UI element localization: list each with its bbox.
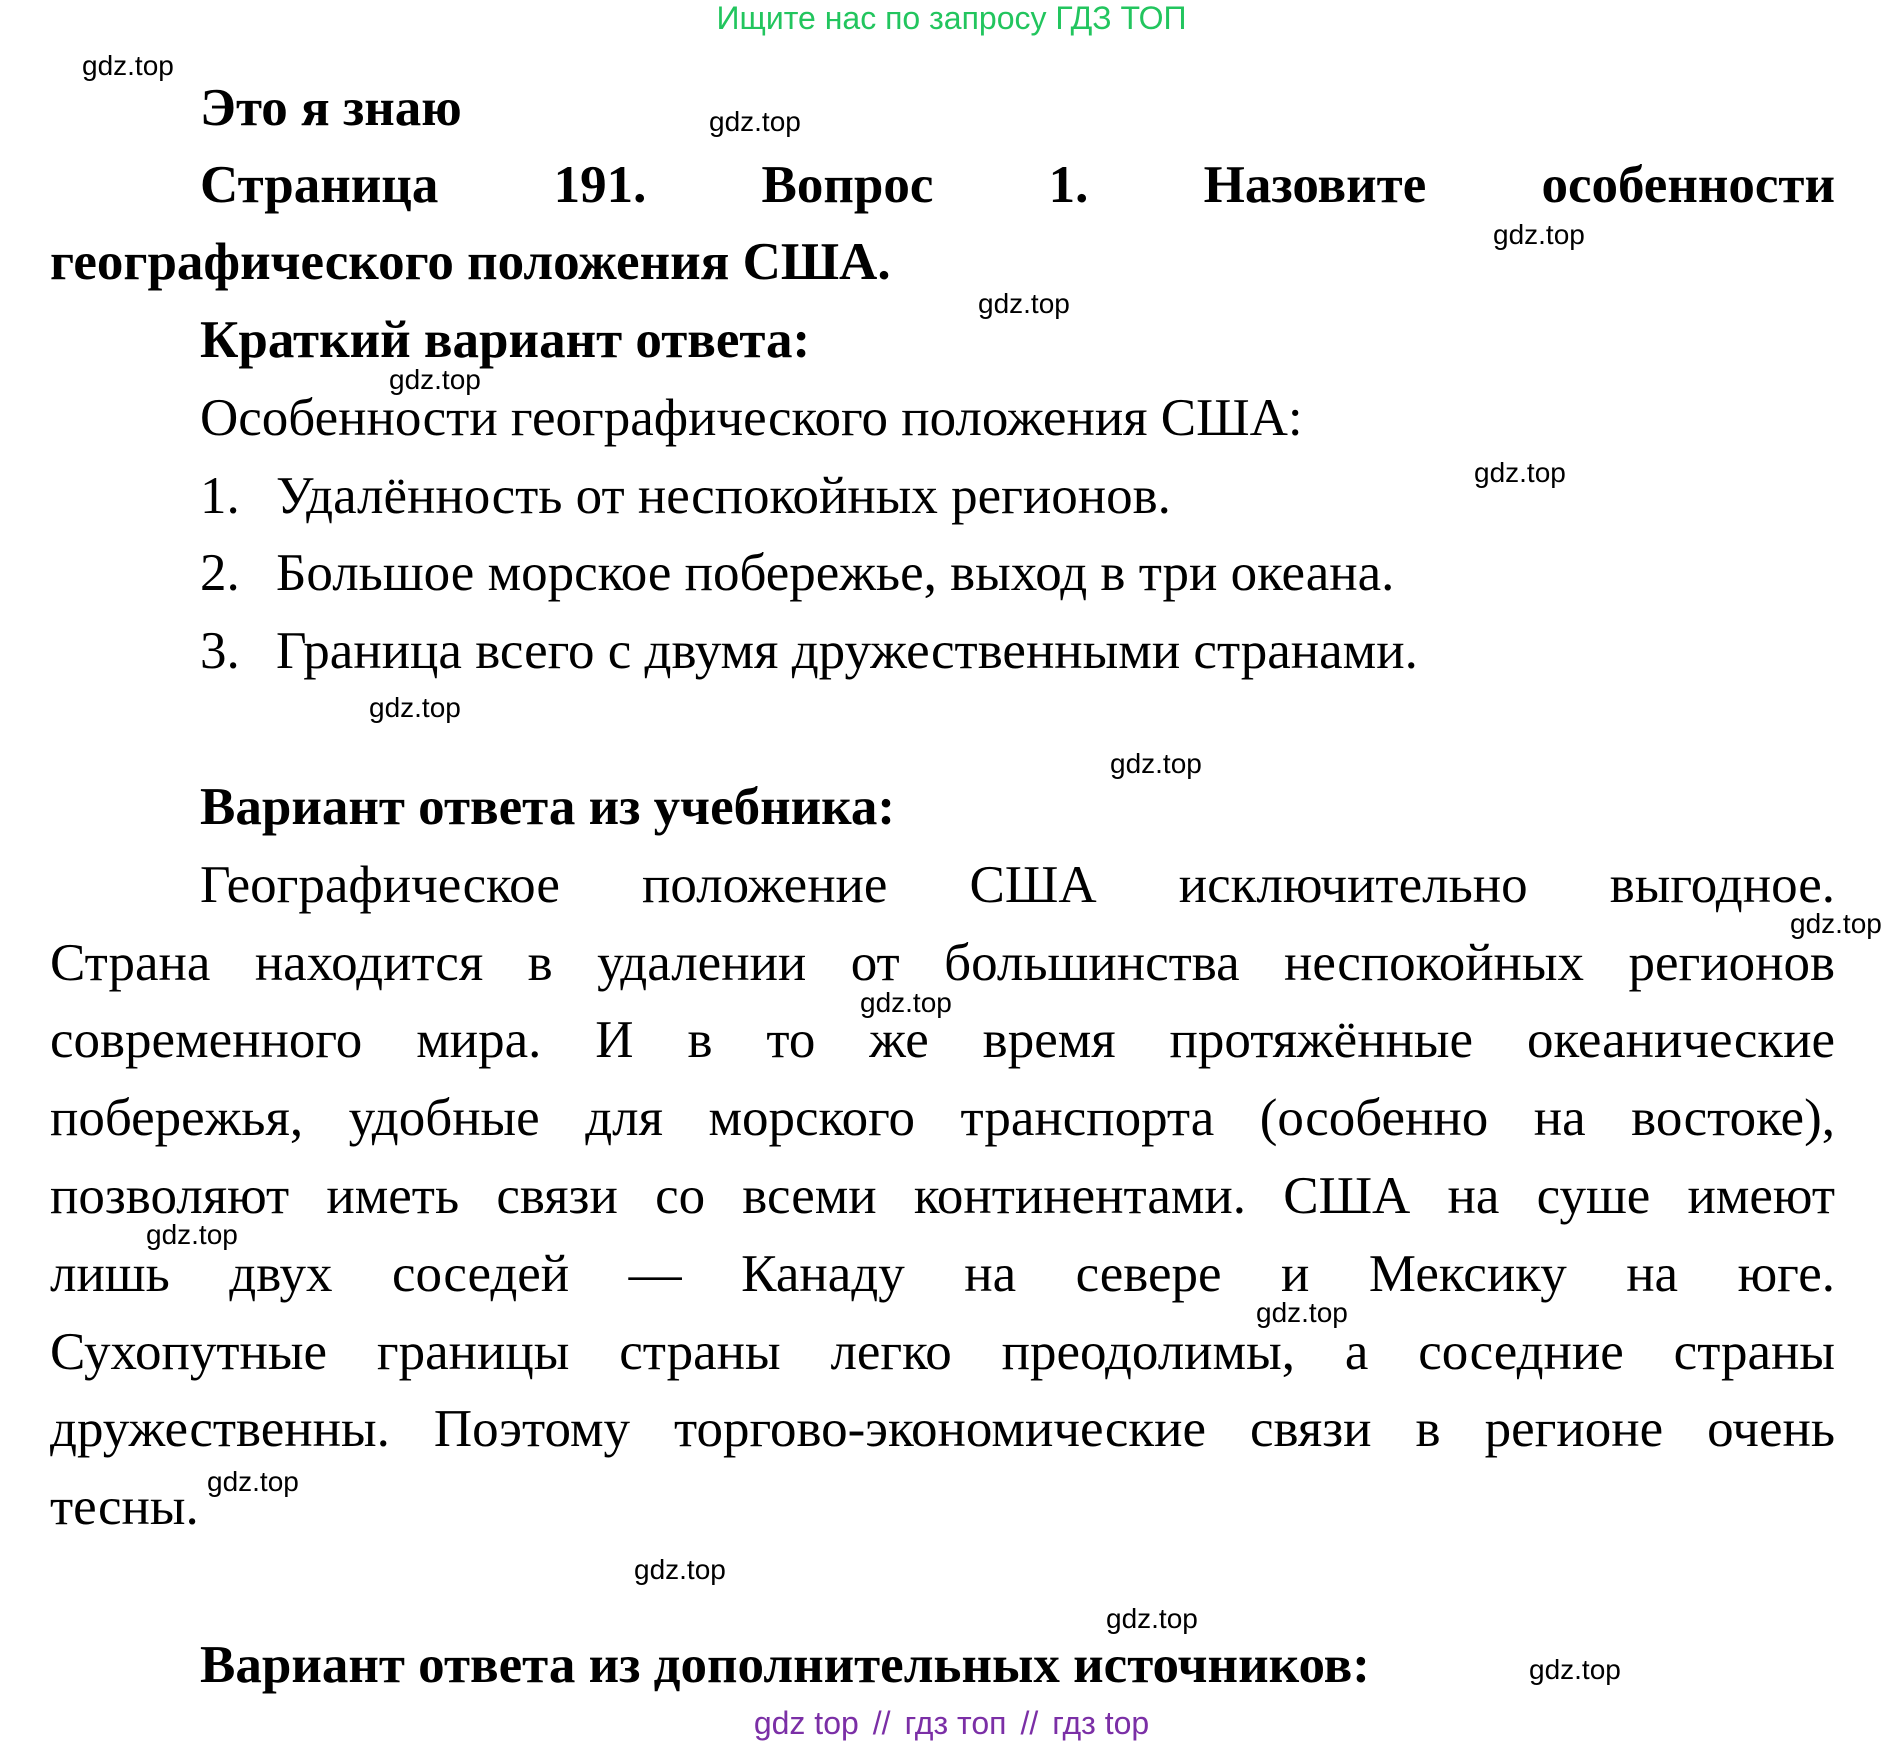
short-answer-intro: Особенности географического положения США: bbox=[200, 389, 1303, 447]
textbook-answer-line: современного мира. И в то же время протяжённые океанические bbox=[50, 1011, 1835, 1069]
question-word: особенности bbox=[1541, 156, 1835, 214]
textbook-answer-heading: Вариант ответа из учебника: bbox=[200, 778, 896, 836]
footer-separator: // bbox=[1020, 1705, 1039, 1741]
watermark: gdz.top bbox=[978, 288, 1070, 319]
watermark: gdz.top bbox=[1256, 1297, 1348, 1328]
list-item bbox=[200, 535, 1394, 612]
textbook-answer-line: Сухопутные границы страны легко преодолимы, а соседние страны bbox=[50, 1323, 1835, 1381]
watermark: gdz.top bbox=[709, 106, 801, 137]
list-item-number: 2. bbox=[200, 544, 240, 602]
watermark: gdz.top bbox=[389, 364, 481, 395]
footer-links bbox=[0, 1705, 1903, 1741]
watermark: gdz.top bbox=[146, 1219, 238, 1250]
question-line-1 bbox=[200, 147, 1835, 224]
short-answer-heading: Краткий вариант ответа: bbox=[200, 311, 811, 369]
footer-link[interactable]: гдз top bbox=[1052, 1705, 1150, 1741]
textbook-answer-line: Географическое положение США исключительно выгодное. bbox=[200, 856, 1835, 914]
textbook-answer-line: лишь двух соседей — Канаду на севере и Мексику на юге. bbox=[50, 1245, 1835, 1303]
textbook-answer-line: позволяют иметь связи со всеми континентами. США на суше имеют bbox=[50, 1167, 1835, 1225]
watermark: gdz.top bbox=[82, 50, 174, 81]
watermark: gdz.top bbox=[1493, 219, 1585, 250]
watermark: gdz.top bbox=[1106, 1603, 1198, 1634]
top-banner[interactable]: Ищите нас по запросу ГДЗ ТОП bbox=[716, 0, 1187, 36]
question-word: Вопрос bbox=[761, 156, 934, 214]
watermark: gdz.top bbox=[207, 1466, 299, 1497]
list-item-number: 1. bbox=[200, 467, 240, 525]
question-word: 191. bbox=[553, 156, 647, 214]
watermark: gdz.top bbox=[634, 1554, 726, 1585]
footer-separator: // bbox=[872, 1705, 891, 1741]
question-line-2: географического положения США. bbox=[50, 233, 891, 291]
question-word: Страница bbox=[200, 156, 439, 214]
question-word: Назовите bbox=[1203, 156, 1427, 214]
list-item-text: Большое морское побережье, выход в три океана. bbox=[276, 544, 1395, 602]
footer-link[interactable]: гдз топ bbox=[904, 1705, 1007, 1741]
list-item bbox=[200, 458, 1171, 535]
extra-sources-heading: Вариант ответа из дополнительных источников: bbox=[200, 1636, 1370, 1694]
textbook-answer-line: дружественны. Поэтому торгово-экономические связи в регионе очень bbox=[50, 1400, 1835, 1458]
textbook-answer-last-line: тесны. bbox=[50, 1478, 199, 1536]
watermark: gdz.top bbox=[1790, 908, 1882, 939]
list-item-text: Удалённость от неспокойных регионов. bbox=[276, 467, 1171, 525]
watermark: gdz.top bbox=[1110, 748, 1202, 779]
list-item bbox=[200, 613, 1418, 690]
watermark: gdz.top bbox=[860, 987, 952, 1018]
list-item-text: Граница всего с двумя дружественными странами. bbox=[276, 622, 1418, 680]
textbook-answer-line: побережья, удобные для морского транспорта (особенно на востоке), bbox=[50, 1089, 1835, 1147]
textbook-answer-line: Страна находится в удалении от большинства неспокойных регионов bbox=[50, 934, 1835, 992]
question-word: 1. bbox=[1048, 156, 1089, 214]
footer-link[interactable]: gdz top bbox=[753, 1705, 859, 1741]
list-item-number: 3. bbox=[200, 622, 240, 680]
watermark: gdz.top bbox=[1529, 1654, 1621, 1685]
watermark: gdz.top bbox=[369, 692, 461, 723]
watermark: gdz.top bbox=[1474, 457, 1566, 488]
section-heading: Это я знаю bbox=[200, 79, 462, 137]
